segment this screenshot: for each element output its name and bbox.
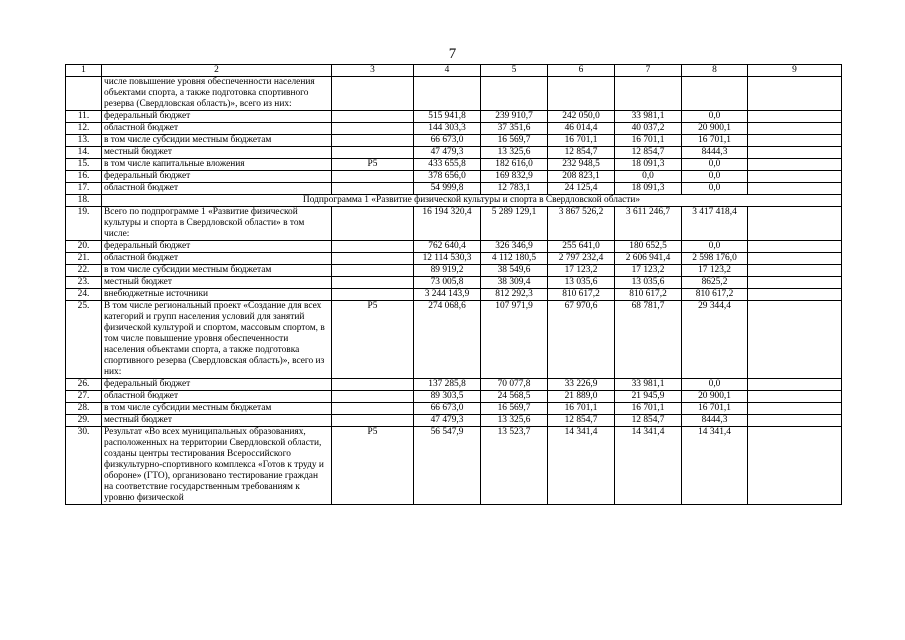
value-cell-c3 [332,253,414,265]
value-cell-c9 [748,159,842,171]
value-cell-c6: 24 125,4 [548,183,615,195]
value-cell-c8: 0,0 [682,379,748,391]
value-cell-c5: 812 292,3 [481,289,548,301]
row-number-cell: 24. [66,289,102,301]
value-cell-c9 [748,289,842,301]
value-cell-c3 [332,111,414,123]
value-cell-c7: 68 781,7 [615,301,682,379]
row-number-cell: 14. [66,147,102,159]
table-row [66,253,842,265]
table-row [66,123,842,135]
description-cell: в том числе капитальные вложения [102,159,332,171]
value-cell-c7: 180 652,5 [615,241,682,253]
value-cell-c6: 242 050,0 [548,111,615,123]
value-cell-c3 [332,391,414,403]
value-cell-c4: 89 303,5 [414,391,481,403]
value-cell-c7: 2 606 941,4 [615,253,682,265]
value-cell-c8: 8444,3 [682,415,748,427]
value-cell-c5: 5 289 129,1 [481,207,548,241]
value-cell-c4: 378 656,0 [414,171,481,183]
value-cell-c5: 13 325,6 [481,147,548,159]
value-cell-c9 [748,111,842,123]
value-cell-c4: 47 479,3 [414,147,481,159]
table-row [66,379,842,391]
header-row [66,65,842,77]
value-cell-c9 [748,77,842,111]
table-row [66,147,842,159]
value-cell-c8: 20 900,1 [682,123,748,135]
row-number-cell: 13. [66,135,102,147]
value-cell-c7: 33 981,1 [615,111,682,123]
value-cell-c5: 38 309,4 [481,277,548,289]
table-row [66,207,842,241]
value-cell-c9 [748,135,842,147]
row-number-cell: 20. [66,241,102,253]
value-cell-c9 [748,241,842,253]
value-cell-c4: 66 673,0 [414,135,481,147]
value-cell-c3: P5 [332,301,414,379]
description-cell: федеральный бюджет [102,171,332,183]
table-row [66,391,842,403]
value-cell-c7: 0,0 [615,171,682,183]
row-number-cell: 12. [66,123,102,135]
row-number-cell: 25. [66,301,102,379]
row-number-cell: 28. [66,403,102,415]
value-cell-c8: 29 344,4 [682,301,748,379]
value-cell-c3 [332,207,414,241]
table-row [66,183,842,195]
header-cell: 9 [748,65,842,77]
header-cell: 4 [414,65,481,77]
page-number: 7 [448,46,457,62]
value-cell-c4: 762 640,4 [414,241,481,253]
value-cell-c6: 810 617,2 [548,289,615,301]
row-number-cell: 19. [66,207,102,241]
table-row [66,171,842,183]
table-row [66,241,842,253]
value-cell-c5: 37 351,6 [481,123,548,135]
value-cell-c3 [332,241,414,253]
value-cell-c8: 0,0 [682,111,748,123]
value-cell-c7: 21 945,9 [615,391,682,403]
table-row [66,427,842,505]
value-cell-c8: 3 417 418,4 [682,207,748,241]
value-cell-c9 [748,207,842,241]
description-cell: внебюджетные источники [102,289,332,301]
value-cell-c7: 14 341,4 [615,427,682,505]
value-cell-c3 [332,183,414,195]
value-cell-c7: 17 123,2 [615,265,682,277]
value-cell-c4: 515 941,8 [414,111,481,123]
value-cell-c4: 66 673,0 [414,403,481,415]
subprogram-heading-cell: Подпрограмма 1 «Развитие физической культуры и спорта в Свердловской области» [102,195,842,207]
value-cell-c6: 255 641,0 [548,241,615,253]
header-cell: 2 [102,65,332,77]
description-cell: Всего по подпрограмме 1 «Развитие физической культуры и спорта в Свердловской области» в том числе: [102,207,332,241]
value-cell-c5 [481,77,548,111]
table-row [66,289,842,301]
value-cell-c9 [748,253,842,265]
header-cell: 7 [615,65,682,77]
value-cell-c9 [748,301,842,379]
table-row [66,195,842,207]
value-cell-c6: 21 889,0 [548,391,615,403]
value-cell-c6: 12 854,7 [548,415,615,427]
value-cell-c3 [332,265,414,277]
value-cell-c5: 4 112 180,5 [481,253,548,265]
value-cell-c7: 13 035,6 [615,277,682,289]
value-cell-c8: 0,0 [682,159,748,171]
row-number-cell: 16. [66,171,102,183]
value-cell-c3 [332,403,414,415]
value-cell-c4: 56 547,9 [414,427,481,505]
value-cell-c6: 2 797 232,4 [548,253,615,265]
table-row [66,403,842,415]
description-cell: областной бюджет [102,183,332,195]
value-cell-c6: 16 701,1 [548,403,615,415]
header-cell: 5 [481,65,548,77]
value-cell-c8: 0,0 [682,241,748,253]
table-row [66,135,842,147]
value-cell-c4: 89 919,2 [414,265,481,277]
budget-table [65,64,842,505]
table-row [66,159,842,171]
row-number-cell [66,77,102,111]
row-number-cell: 22. [66,265,102,277]
value-cell-c4: 47 479,3 [414,415,481,427]
value-cell-c9 [748,415,842,427]
description-cell: местный бюджет [102,277,332,289]
value-cell-c9 [748,123,842,135]
value-cell-c6: 46 014,4 [548,123,615,135]
value-cell-c9 [748,427,842,505]
table-row [66,77,842,111]
description-cell: местный бюджет [102,147,332,159]
value-cell-c5: 13 523,7 [481,427,548,505]
value-cell-c9 [748,183,842,195]
row-number-cell: 15. [66,159,102,171]
value-cell-c5: 70 077,8 [481,379,548,391]
value-cell-c9 [748,277,842,289]
value-cell-c5: 169 832,9 [481,171,548,183]
value-cell-c9 [748,265,842,277]
value-cell-c7: 12 854,7 [615,147,682,159]
description-cell: в том числе субсидии местным бюджетам [102,265,332,277]
value-cell-c6: 232 948,5 [548,159,615,171]
value-cell-c3: P5 [332,159,414,171]
value-cell-c4: 3 244 143,9 [414,289,481,301]
value-cell-c9 [748,403,842,415]
value-cell-c4: 144 303,3 [414,123,481,135]
value-cell-c6: 12 854,7 [548,147,615,159]
value-cell-c4: 137 285,8 [414,379,481,391]
header-cell: 1 [66,65,102,77]
value-cell-c4: 73 005,8 [414,277,481,289]
value-cell-c8: 8444,3 [682,147,748,159]
table-row [66,277,842,289]
value-cell-c7: 18 091,3 [615,183,682,195]
value-cell-c5: 16 569,7 [481,403,548,415]
value-cell-c5: 13 325,6 [481,415,548,427]
value-cell-c9 [748,379,842,391]
value-cell-c5: 12 783,1 [481,183,548,195]
value-cell-c4: 54 999,8 [414,183,481,195]
value-cell-c4: 274 068,6 [414,301,481,379]
value-cell-c5: 239 910,7 [481,111,548,123]
value-cell-c5: 24 568,5 [481,391,548,403]
value-cell-c7: 16 701,1 [615,135,682,147]
value-cell-c3 [332,135,414,147]
value-cell-c7: 40 037,2 [615,123,682,135]
row-number-cell: 23. [66,277,102,289]
description-cell: областной бюджет [102,123,332,135]
value-cell-c3 [332,171,414,183]
value-cell-c7: 810 617,2 [615,289,682,301]
value-cell-c7: 33 981,1 [615,379,682,391]
value-cell-c8 [682,77,748,111]
value-cell-c8: 14 341,4 [682,427,748,505]
value-cell-c4 [414,77,481,111]
table-row [66,301,842,379]
table-row [66,265,842,277]
value-cell-c8: 0,0 [682,171,748,183]
value-cell-c3 [332,123,414,135]
row-number-cell: 21. [66,253,102,265]
description-cell: областной бюджет [102,391,332,403]
header-cell: 3 [332,65,414,77]
value-cell-c3 [332,415,414,427]
value-cell-c7: 12 854,7 [615,415,682,427]
row-number-cell: 17. [66,183,102,195]
value-cell-c3 [332,379,414,391]
description-cell: Результат «Во всех муниципальных образованиях, расположенных на территории Свердловской области, созданы центры тестирования Всероссийского физкультурно-спортивного комплекса «Готов к труду и обороне» (ГТО), организовано тестирование граждан на соответствие государственным требованиям к уровню физической [102,427,332,505]
row-number-cell: 29. [66,415,102,427]
value-cell-c6: 13 035,6 [548,277,615,289]
value-cell-c6: 14 341,4 [548,427,615,505]
description-cell: в том числе субсидии местным бюджетам [102,135,332,147]
row-number-cell: 30. [66,427,102,505]
value-cell-c7: 16 701,1 [615,403,682,415]
value-cell-c9 [748,391,842,403]
description-cell: областной бюджет [102,253,332,265]
description-cell: в том числе субсидии местным бюджетам [102,403,332,415]
value-cell-c3 [332,147,414,159]
value-cell-c5: 38 549,6 [481,265,548,277]
description-cell: федеральный бюджет [102,111,332,123]
value-cell-c6 [548,77,615,111]
table-row [66,415,842,427]
value-cell-c8: 16 701,1 [682,135,748,147]
value-cell-c5: 107 971,9 [481,301,548,379]
value-cell-c3: P5 [332,427,414,505]
value-cell-c3 [332,77,414,111]
value-cell-c4: 433 655,8 [414,159,481,171]
value-cell-c7 [615,77,682,111]
value-cell-c8: 810 617,2 [682,289,748,301]
description-cell: федеральный бюджет [102,241,332,253]
row-number-cell: 27. [66,391,102,403]
value-cell-c8: 0,0 [682,183,748,195]
value-cell-c5: 16 569,7 [481,135,548,147]
description-cell: В том числе региональный проект «Создание для всех категорий и групп населения условий для занятий физической культурой и спортом, массовым спортом, в том числе повышение уровня обеспеченности населения объектами спорта, а также подготовка спортивного резерва (Свердловская область)», всего из них: [102,301,332,379]
value-cell-c8: 8625,2 [682,277,748,289]
value-cell-c9 [748,171,842,183]
value-cell-c6: 67 970,6 [548,301,615,379]
description-cell: местный бюджет [102,415,332,427]
value-cell-c6: 3 867 526,2 [548,207,615,241]
row-number-cell: 18. [66,195,102,207]
description-cell: числе повышение уровня обеспеченности населения объектами спорта, а также подготовка спортивного резерва (Свердловская область)», всего из них: [102,77,332,111]
header-cell: 8 [682,65,748,77]
value-cell-c8: 20 900,1 [682,391,748,403]
value-cell-c7: 18 091,3 [615,159,682,171]
value-cell-c6: 33 226,9 [548,379,615,391]
header-cell: 6 [548,65,615,77]
table-row [66,111,842,123]
value-cell-c5: 182 616,0 [481,159,548,171]
value-cell-c4: 16 194 320,4 [414,207,481,241]
value-cell-c7: 3 611 246,7 [615,207,682,241]
value-cell-c8: 2 598 176,0 [682,253,748,265]
description-cell: федеральный бюджет [102,379,332,391]
value-cell-c5: 326 346,9 [481,241,548,253]
value-cell-c9 [748,147,842,159]
value-cell-c8: 17 123,2 [682,265,748,277]
row-number-cell: 11. [66,111,102,123]
value-cell-c3 [332,289,414,301]
row-number-cell: 26. [66,379,102,391]
value-cell-c8: 16 701,1 [682,403,748,415]
value-cell-c4: 12 114 530,3 [414,253,481,265]
value-cell-c6: 16 701,1 [548,135,615,147]
value-cell-c6: 17 123,2 [548,265,615,277]
value-cell-c6: 208 823,1 [548,171,615,183]
value-cell-c3 [332,277,414,289]
